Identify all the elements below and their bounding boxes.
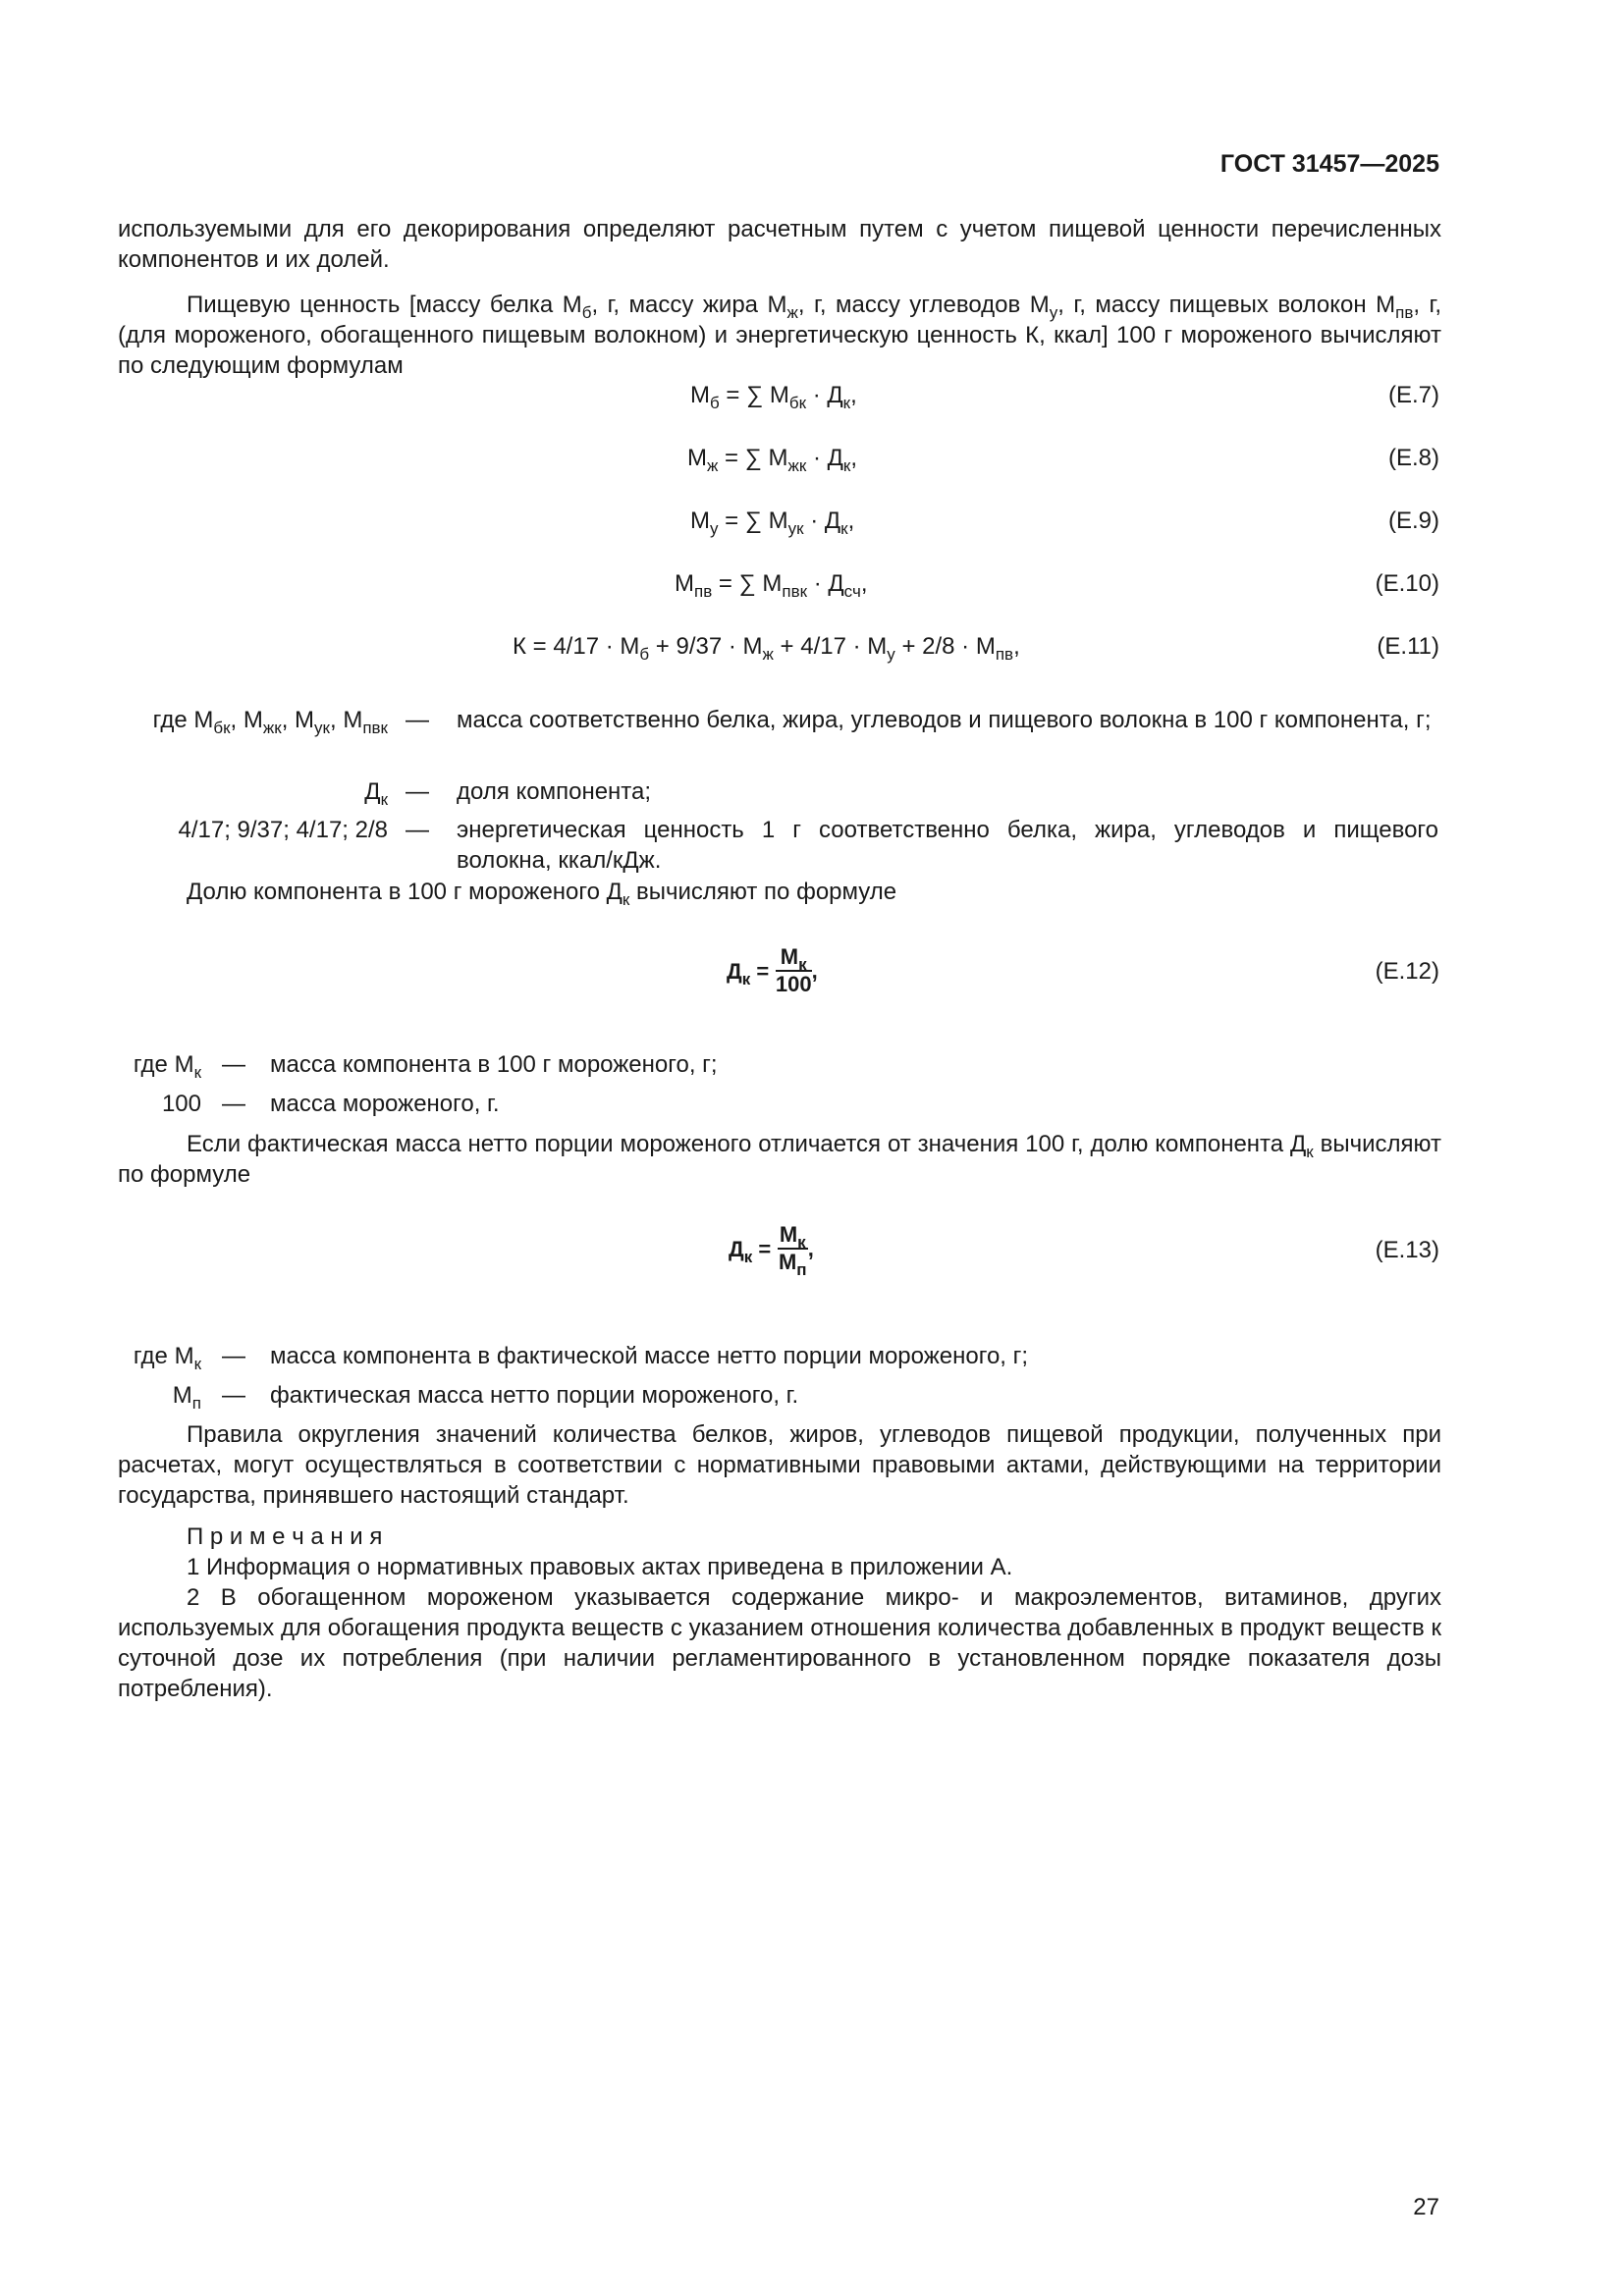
standard-code: ГОСТ 31457—2025 [1219, 150, 1439, 178]
formula-number: (Е.11) [1377, 633, 1439, 660]
legend-symbol: где $М_{бк}$, $М_{жк}$, $М_{ук}$, $М_{пвк}$ [152, 707, 388, 737]
legend-symbol: где $М_к$ [133, 1343, 201, 1373]
formula-number: (Е.10) [1375, 570, 1439, 597]
legend-description: доля компонента; [457, 778, 652, 805]
formula-number: (Е.13) [1375, 1237, 1439, 1263]
legend-description: масса соответственно белка, жира, углеводов и пищевого волокна в 100 г компонента, г; [457, 707, 1432, 733]
paragraph-continuation: используемыми для его декорирования определяют расчетным путем с учетом пищевой ценности перечисленных компонентов и их долей. [118, 216, 1441, 273]
notes-title: П р и м е ч а н и я [187, 1523, 383, 1550]
legend-description: энергетическая ценность 1 г соответственно белка, жира, углеводов и пищевого волокна, ккал/кДж. [457, 817, 1438, 874]
note-1: 1 Информация о нормативных правовых актах приведена в приложении А. [187, 1554, 1013, 1580]
legend-description: масса компонента в фактической массе нетто порции мороженого, г; [270, 1343, 1029, 1369]
formula-number: (Е.9) [1387, 507, 1439, 534]
paragraph-nutritional-value: Пищевую ценность [массу белка $М_б$, г, массу жира $М_ж$, г, массу углеводов $М_у$, г, массу пищевых волокон $М_{пв}$, г, (для мороженого, обогащенного пищевым волокном) и энергетическую ценность К, ккал] 100 г мороженого вычисляют по следующим формулам [118, 292, 1442, 379]
legend-description: масса компонента в 100 г мороженого, г; [270, 1051, 718, 1078]
legend-symbol: $М_п$ [172, 1382, 201, 1413]
formula-number: (Е.7) [1387, 382, 1439, 408]
formula-e13: $Д_к$ = $\frac{М_к}{М_п}$ , (Е.13) [729, 1222, 1439, 1279]
legend-symbol: $Д_к$ [364, 778, 388, 809]
formula-e8: $М_ж$ = ∑ $М_{жк} \cdot Д_к$, (Е.8) [687, 445, 1439, 475]
paragraph-actual-mass: Если фактическая масса нетто порции мороженого отличается от значения 100 г, долю компонента $Д_к$ вычисляют по формуле [118, 1131, 1441, 1188]
note-2: 2 В обогащенном мороженом указывается содержание микро- и макроэлементов, витаминов, других используемых для обогащения продукта веществ с указанием отношения количества добавленных в продукт веществ к суточной дозе их потребления (при наличии регламентированного в установленном порядке показателя дозы потребления). [118, 1584, 1441, 1702]
legend-formulas-e7-e11: где $М_{бк}$, $М_{жк}$, $М_{ук}$, $М_{пвк}$ — масса соответственно белка, жира, углеводов и пищевого волокна в 100 г компонента, г; $Д_к$ — доля компонента; 4/17; 9/37; 4/17; 2/8 — энергетическая ценность 1 г соответственно белка, жира, углеводов и пищевого волокна, ккал/кДж. [118, 705, 1441, 852]
legend-symbol: 4/17; 9/37; 4/17; 2/8 [178, 817, 388, 843]
legend-description: масса мороженого, г. [270, 1091, 500, 1117]
formula-e7: $М_б$ = ∑ $М_{бк} \cdot Д_к$, (Е.7) [690, 382, 1439, 412]
legend-symbol: 100 [161, 1091, 201, 1117]
formula-e12: $Д_к$ = $\frac{М_к}{100}$ , (Е.12) [727, 944, 1439, 996]
formula-e11: $К = 4/17 \cdot М_б + 9/37 \cdot М_ж + 4/17 \cdot М_у + 2/8 \cdot М_{пв}$, (Е.11) [513, 633, 1439, 664]
formula-number: (Е.8) [1387, 445, 1439, 471]
page-number: 27 [1413, 2194, 1439, 2220]
legend-formula-e12: где $М_к$ — масса компонента в 100 г мороженого, г; 100 — масса мороженого, г. [118, 1049, 1441, 1118]
legend-symbol: где $М_к$ [133, 1051, 201, 1082]
paragraph-rounding-rules: Правила округления значений количества белков, жиров, углеводов пищевой продукции, полученных при расчетах, могут осуществляться в соответствии с нормативными правовыми актами, действующими на территории государства, принявшего настоящий стандарт. [118, 1421, 1441, 1509]
formula-e9: $М_у$ = ∑ $М_{ук} \cdot Д_к$, (Е.9) [690, 507, 1439, 538]
paragraph-component-share: Долю компонента в 100 г мороженого $Д_к$ вычисляют по формуле [187, 879, 897, 909]
legend-formula-e13: где $М_к$ — масса компонента в фактической массе нетто порции мороженого, г; $М_п$ — фактическая масса нетто порции мороженого, г. [118, 1341, 1441, 1410]
legend-description: фактическая масса нетто порции мороженого, г. [270, 1382, 799, 1409]
formula-number: (Е.12) [1375, 958, 1439, 985]
formula-e10: $М_{пв}$ = ∑ $М_{пвк} \cdot Д_{сч}$, (Е.10) [675, 570, 1439, 601]
